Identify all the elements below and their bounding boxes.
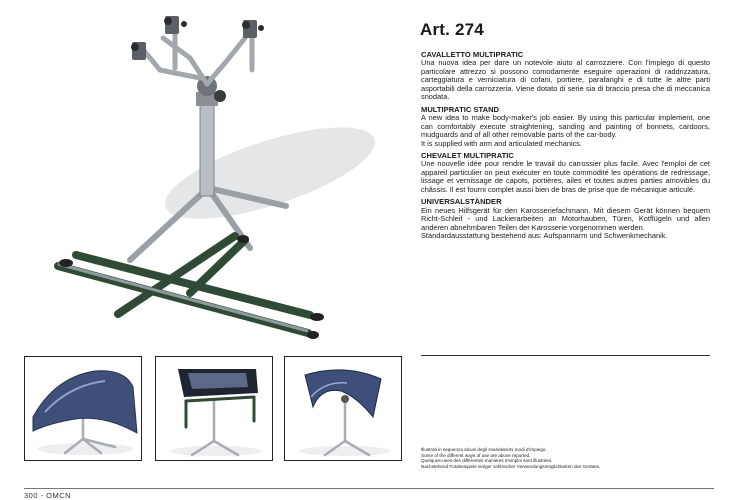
article-title: Art. 274: [420, 20, 484, 39]
section-heading: MULTIPRATIC STAND: [421, 104, 500, 114]
caption-line: Illustrati in sequenza alcuni degli svariatissimi modi d'impiego.: [421, 447, 547, 452]
page-footer: 300 - OMCN: [24, 491, 72, 500]
section-body: Una nuova idea per dare un notevole aiuto al carrozziere. Con l'impiego di questo particolare attrezzo si possono comodamente eseguire operazioni di raddrizzatura, carteggiatura e verniciatura di cofani, portiere, parafanghi e di tutte le altre parti asportabili della carrozzeria. Viene dotato di serie sia di braccio presa che di meccanica snodata.: [421, 58, 710, 102]
product-photo-multipratic-stand: [40, 8, 380, 348]
caption-line: Quelques-unes des différentes manières d'emploi sont illustrées.: [421, 458, 553, 464]
section-divider: [421, 355, 710, 356]
usage-photo-bonnet: [24, 356, 142, 461]
description-column: [421, 51, 710, 245]
usage-photo-door: [155, 356, 273, 461]
usage-photo-mudguard: [284, 356, 402, 461]
section-extra: It is supplied with arm and articulated mechanics.: [421, 138, 583, 148]
section-body: A new idea to make body-maker's job easier. By using this particular implement, one can comfortably execute straightening, sanding and painting of bonnets, cardoors, mudguards and of all other removable parts of the car-body.: [421, 113, 710, 140]
section-body: Ein neues Hilfsgerät für den Karosseriefachmann. Mit diesem Gerät können bequem Richt-Schleif - und Lackierarbeiten an Motorhauben, Türen, Kotflügeln und allen anderen abnehmbaren Teilen der Karosserie vorgenommen werden.: [421, 205, 710, 232]
section-french: [421, 152, 710, 194]
footer-divider: [24, 488, 714, 489]
usage-caption: [421, 447, 721, 469]
section-extra: Standardausstattung bestehend aus: Aufspannarm und Schwenkmechanik.: [421, 231, 668, 241]
section-english: [421, 106, 710, 148]
caption-line: Some of the different ways of use are above reported.: [421, 452, 531, 458]
section-italian: [421, 51, 710, 102]
section-german: [421, 198, 710, 240]
section-heading: CAVALLETTO MULTIPRATIC: [421, 50, 524, 59]
section-heading: CHEVALET MULTIPRATIC: [421, 150, 514, 160]
caption-line: Nachstehend Fotobeispiele einiger zahlreicher Verwendungsmöglichkeiten des Gerätes.: [421, 463, 601, 469]
section-heading: UNIVERSALSTÄNDER: [421, 197, 502, 207]
section-body: Une nouvelle idée pour rendre le travail du carrossier plus facile. Avec l'emploi de cet appareil particulier on peut exécuter en toute commodité les opérations de redressage, lissage et vernissage de capots, portières, ailes et toutes autres parties amovibles du châssis. Il est fourni complet aussi bien de bras de prise que de mécanique articulé.: [421, 159, 710, 194]
